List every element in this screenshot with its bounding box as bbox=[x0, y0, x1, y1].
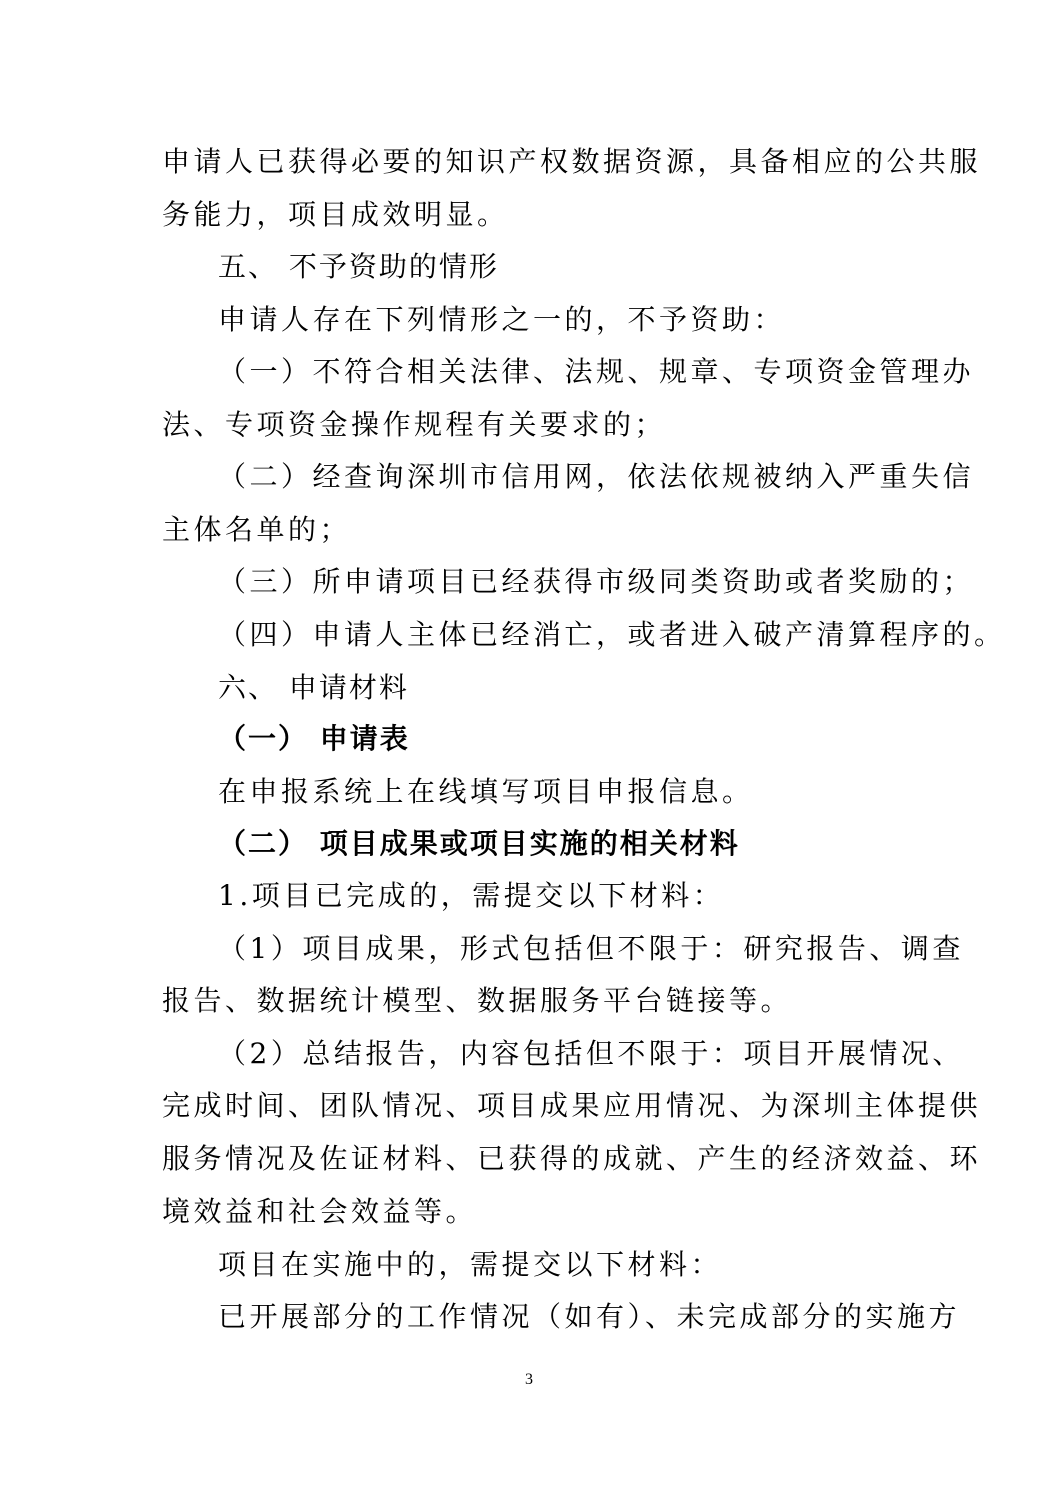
subsection-heading: （一） 申请表 bbox=[218, 722, 410, 755]
list-item: （2）总结报告，内容包括但不限于：项目开展情况、 bbox=[218, 1037, 964, 1070]
subsection-heading: （二） 项目成果或项目实施的相关材料 bbox=[218, 827, 740, 860]
body-text-line: 申请人存在下列情形之一的，不予资助： bbox=[218, 303, 786, 336]
body-text-line: 法、专项资金操作规程有关要求的； bbox=[162, 408, 667, 441]
body-text-line: 完成时间、团队情况、项目成果应用情况、为深圳主体提供 bbox=[162, 1089, 982, 1122]
body-text-line: 报告、数据统计模型、数据服务平台链接等。 bbox=[162, 984, 793, 1017]
section-heading: 六、 申请材料 bbox=[218, 671, 409, 704]
body-text-line: 已开展部分的工作情况（如有）、未完成部分的实施方 bbox=[218, 1300, 961, 1333]
body-text-line: 境效益和社会效益等。 bbox=[162, 1195, 478, 1228]
body-text-line: 项目在实施中的，需提交以下材料： bbox=[218, 1248, 723, 1281]
list-item: （二）经查询深圳市信用网，依法依规被纳入严重失信 bbox=[218, 460, 975, 493]
body-text-line: 申请人已获得必要的知识产权数据资源，具备相应的公共服 bbox=[162, 145, 982, 178]
list-item: （三）所申请项目已经获得市级同类资助或者奖励的； bbox=[218, 565, 975, 598]
page-number: 3 bbox=[525, 1371, 533, 1388]
body-text-line: 主体名单的； bbox=[162, 513, 352, 546]
list-item: （1）项目成果，形式包括但不限于：研究报告、调查 bbox=[218, 932, 964, 965]
section-heading: 五、 不予资助的情形 bbox=[218, 250, 499, 283]
list-item: （四）申请人主体已经消亡，或者进入破产清算程序的。 bbox=[218, 618, 1006, 651]
list-item: 1.项目已完成的，需提交以下材料： bbox=[218, 879, 725, 912]
body-text-line: 服务情况及佐证材料、已获得的成就、产生的经济效益、环 bbox=[162, 1142, 982, 1175]
list-item: （一）不符合相关法律、法规、规章、专项资金管理办 bbox=[218, 355, 975, 388]
body-text-line: 务能力，项目成效明显。 bbox=[162, 198, 509, 231]
body-text-line: 在申报系统上在线填写项目申报信息。 bbox=[218, 775, 754, 808]
